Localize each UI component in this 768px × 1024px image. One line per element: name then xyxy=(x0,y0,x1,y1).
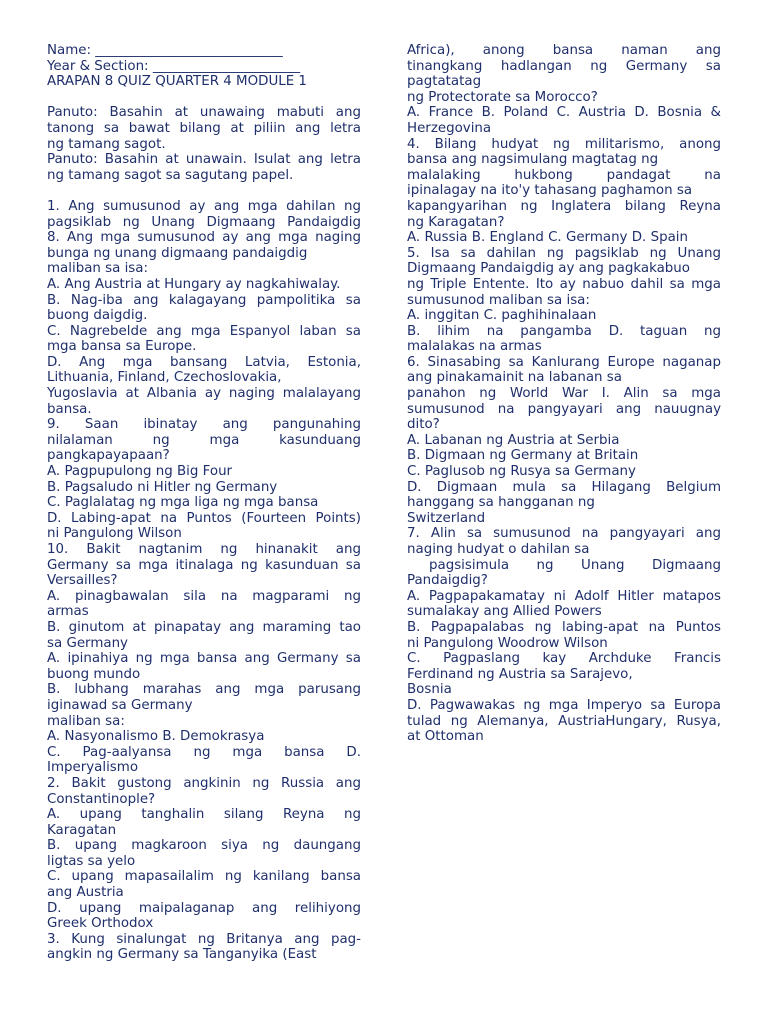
text-line: B. Nag-iba ang kalagayang pampolitika sa xyxy=(47,292,361,308)
text-line: sumusunod maliban sa isa: xyxy=(407,292,590,308)
text-line: Herzegovina xyxy=(407,120,492,136)
text-line: nilalaman ng mga kasunduang xyxy=(47,432,361,448)
text-line: C. Paglalatag ng mga liga ng mga bansa xyxy=(47,495,319,511)
text-line: B. upang magkaroon siya ng daungang xyxy=(47,838,361,854)
text-line: D. Ang mga bansang Latvia, Estonia, xyxy=(47,354,361,370)
text-line: A. Russia B. England C. Germany D. Spain xyxy=(407,230,688,246)
text-line: A. Nasyonalismo B. Demokrasya xyxy=(47,729,265,745)
text-line: 3. Kung sinalungat ng Britanya ang pag- xyxy=(47,931,361,947)
text-line: buong daigdig. xyxy=(47,308,148,324)
text-line: Ferdinand ng Austria sa Sarajevo, xyxy=(407,666,633,682)
text-line xyxy=(47,183,361,199)
text-line: A. ipinahiya ng mga bansa ang Germany sa xyxy=(47,651,361,667)
text-line: A. upang tanghalin silang Reyna ng xyxy=(47,807,361,823)
text-line: A. pinagbawalan sila na magparami ng xyxy=(47,588,361,604)
text-line: mga bansa sa Europe. xyxy=(47,339,197,355)
text-line: B. Pagpapalabas ng labing-apat na Puntos xyxy=(407,619,721,635)
text-line: C. upang mapasailalim ng kanilang bansa xyxy=(47,869,361,885)
text-line: D. Digmaan mula sa Hilagang Belgium xyxy=(407,479,721,495)
text-line: Year & Section: ______________________ xyxy=(47,58,301,74)
text-line: C. Pagpaslang kay Archduke Francis xyxy=(407,651,721,667)
text-line: Karagatan xyxy=(47,822,117,838)
text-line: maliban sa: xyxy=(47,713,125,729)
text-line: ang Austria xyxy=(47,885,124,901)
text-line: tanong sa bawat bilang at piliin ang letra xyxy=(47,120,361,136)
text-line: sa Germany xyxy=(47,635,128,651)
text-line: 4. Bilang hudyat ng militarismo, anong xyxy=(407,136,721,152)
text-line: maliban sa isa: xyxy=(47,261,148,277)
text-line: 7. Alin sa sumusunod na pangyayari ang xyxy=(407,526,721,542)
text-line: C. Pag-aalyansa ng mga bansa D. xyxy=(47,744,361,760)
text-line: ni Pangulong Woodrow Wilson xyxy=(407,635,608,651)
text-line: ARAPAN 8 QUIZ QUARTER 4 MODULE 1 xyxy=(47,74,307,90)
text-line: 8. Ang mga sumusunod ay ang mga naging xyxy=(47,230,361,246)
text-line: panahon ng World War I. Alin sa mga xyxy=(407,386,721,402)
text-line: 1. Ang sumusunod ay ang mga dahilan ng xyxy=(47,198,361,214)
text-line: C. Nagrebelde ang mga Espanyol laban sa xyxy=(47,323,361,339)
text-line: ligtas sa yelo xyxy=(47,853,136,869)
text-line: B. Pagsaludo ni Hitler ng Germany xyxy=(47,479,278,495)
text-line: ng Protectorate sa Morocco? xyxy=(407,89,598,105)
text-line: Bosnia xyxy=(407,682,452,698)
text-line: bunga ng unang digmaang pandaigdig xyxy=(47,245,308,261)
text-line: A. inggitan C. paghihinalaan xyxy=(407,308,597,324)
text-line: naging hudyat o dahilan sa xyxy=(407,542,590,557)
text-line: Digmaang Pandaigdig ay ang pagkakabuo xyxy=(407,261,690,277)
text-line: bansa ang nagsimulang magtatag ng xyxy=(407,152,659,168)
text-line: malalaking hukbong pandagat na xyxy=(407,167,721,183)
text-line: bansa. xyxy=(47,401,92,417)
text-line: ng Karagatan? xyxy=(407,214,505,230)
text-line: A. Pagpapakamatay ni Adolf Hitler matapos xyxy=(407,588,721,604)
text-line: Constantinople? xyxy=(47,791,156,807)
text-line: 6. Sinasabing sa Kanlurang Europe naganap xyxy=(407,354,721,370)
text-line: D. Labing-apat na Puntos (Fourteen Points) xyxy=(47,510,361,526)
text-line: tulad ng Alemanya, AustriaHungary, Rusya, xyxy=(407,713,721,729)
text-line: Name: ____________________________ xyxy=(47,43,283,58)
text-line: B. lihim na pangamba D. taguan ng xyxy=(407,323,721,339)
text-line: Germany sa mga itinalaga ng kasunduan sa xyxy=(47,557,361,573)
text-line: Greek Orthodox xyxy=(47,916,154,932)
text-line: hanggang sa hangganan ng xyxy=(407,495,595,511)
text-line: Versailles? xyxy=(47,573,118,589)
text-line: pagsisimula ng Unang Digmaang xyxy=(429,557,721,573)
text-line: Yugoslavia at Albania ay naging malalayang xyxy=(47,386,361,402)
text-line: Imperyalismo xyxy=(47,760,139,776)
text-line: Panuto: Basahin at unawain. Isulat ang letra xyxy=(47,152,361,168)
text-line: B. ginutom at pinapatay ang maraming tao xyxy=(47,619,361,635)
text-line: A. Labanan ng Austria at Serbia xyxy=(407,432,620,448)
text-line: Switzerland xyxy=(407,510,486,526)
text-line: Lithuania, Finland, Czechoslovakia, xyxy=(47,370,282,386)
text-line: malalakas na armas xyxy=(407,339,542,355)
text-line: ipinalagay na ito'y tahasang paghamon sa xyxy=(407,183,693,199)
text-line xyxy=(47,90,361,106)
text-line: B. lubhang marahas ang mga parusang xyxy=(47,682,361,698)
text-line: sumusunod na pangyayari ang nauugnay xyxy=(407,401,721,417)
text-line: C. Paglusob ng Rusya sa Germany xyxy=(407,464,636,480)
text-line: iginawad sa Germany xyxy=(47,697,193,713)
text-line: kapangyarihan ng Inglatera bilang Reyna xyxy=(407,198,721,214)
text-line: pagtatatag xyxy=(407,74,482,90)
text-line: buong mundo xyxy=(47,666,141,682)
text-line: B. Digmaan ng Germany at Britain xyxy=(407,448,639,464)
text-line: A. Pagpupulong ng Big Four xyxy=(47,464,233,480)
text-line: at Ottoman xyxy=(407,729,484,745)
text-line: 5. Isa sa dahilan ng pagsiklab ng Unang xyxy=(407,245,721,261)
text-line: tinangkang hadlangan ng Germany sa xyxy=(407,58,721,74)
text-line: ng Triple Entente. Ito ay nabuo dahil sa mga xyxy=(407,276,721,292)
text-line: 2. Bakit gustong angkinin ng Russia ang xyxy=(47,775,361,791)
text-line: ang pinakamainit na labanan sa xyxy=(407,370,622,386)
text-line: pagsiklab ng Unang Digmaang Pandaigdig xyxy=(47,214,361,230)
text-line: ni Pangulong Wilson xyxy=(47,526,182,542)
text-line: ng tamang sagot. xyxy=(47,136,166,152)
text-line: 9. Saan ibinatay ang pangunahing xyxy=(47,417,361,433)
text-line: D. upang maipalaganap ang relihiyong xyxy=(47,900,361,916)
text-line: ng tamang sagot sa sagutang papel. xyxy=(47,167,294,183)
text-line: Pandaigdig? xyxy=(407,573,488,589)
text-line: pangkapayapaan? xyxy=(47,448,170,464)
right-column xyxy=(407,43,721,745)
text-line: angkin ng Germany sa Tanganyika (East xyxy=(47,947,317,963)
text-line: 10. Bakit nagtanim ng hinanakit ang xyxy=(47,542,361,557)
text-line: armas xyxy=(47,604,89,620)
text-line: D. Pagwawakas ng mga Imperyo sa Europa xyxy=(407,697,721,713)
left-column xyxy=(47,43,361,963)
text-line: A. France B. Poland C. Austria D. Bosnia & xyxy=(407,105,721,121)
text-line: Panuto: Basahin at unawaing mabuti ang xyxy=(47,105,361,121)
text-line: A. Ang Austria at Hungary ay nagkahiwalay. xyxy=(47,276,341,292)
text-line: dito? xyxy=(407,417,440,433)
text-line: Africa), anong bansa naman ang xyxy=(407,43,721,58)
text-line: sumalakay ang Allied Powers xyxy=(407,604,602,620)
